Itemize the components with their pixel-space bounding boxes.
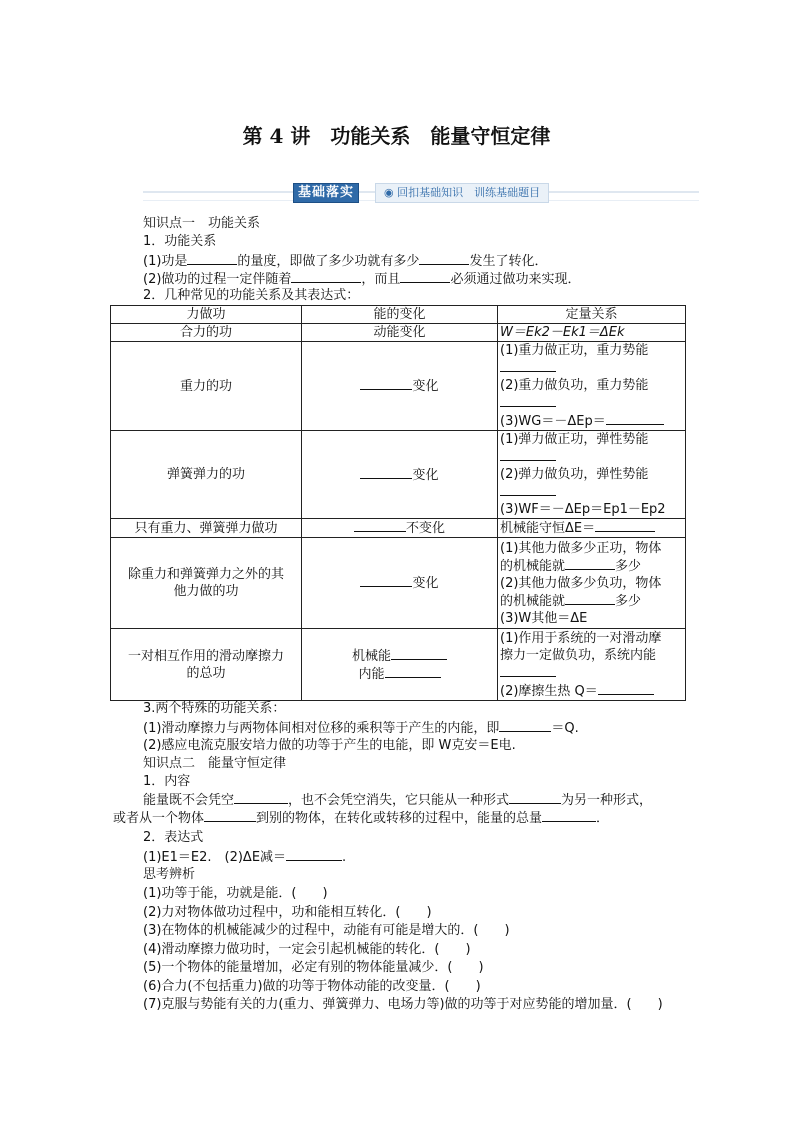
relation-text: (2)摩擦生热 Q＝ bbox=[500, 683, 598, 699]
blank bbox=[204, 809, 256, 822]
think-title: 思考辨析 bbox=[143, 867, 196, 882]
force-line: 的总功 bbox=[186, 665, 226, 681]
k1-l1-c: 发生了转化． bbox=[469, 254, 548, 269]
cell-force: 重力的功 bbox=[111, 342, 302, 431]
energy-suffix: 变化 bbox=[412, 576, 439, 591]
k1-l2-a: (2)做功的过程一定伴随着 bbox=[143, 272, 292, 287]
special-l1-a: (1)滑动摩擦力与两物体间相对位移的乘积等于产生的内能，即 bbox=[143, 721, 500, 736]
blank bbox=[500, 664, 556, 677]
blank bbox=[500, 394, 556, 407]
k1-l1-a: (1)功是 bbox=[143, 254, 188, 269]
think-item: (5)一个物体的能量增加，必定有别的物体能量减少．( ) bbox=[143, 960, 484, 975]
blank bbox=[595, 519, 655, 532]
blank bbox=[360, 377, 412, 390]
k1-l2-c: 必须通过做功来实现． bbox=[450, 272, 581, 287]
k2-l2-b: 到别的物体，在转化或转移的过程中，能量的总量 bbox=[256, 811, 543, 826]
special-title: 3.两个特殊的功能关系： bbox=[143, 701, 286, 716]
k2-expression bbox=[143, 848, 346, 867]
think-item: (4)滑动摩擦力做功时，一定会引起机械能的转化．( ) bbox=[143, 942, 471, 957]
think-item: (2)力对物体做功过程中，功和能相互转化．( ) bbox=[143, 905, 432, 920]
blank bbox=[234, 791, 288, 804]
table-row bbox=[111, 538, 686, 629]
relation-line: (2)其他力做多少负功，物体 bbox=[500, 575, 662, 591]
think-item: (6)合力(不包括重力)做的功等于物体动能的改变量．( ) bbox=[143, 979, 481, 994]
cell-relation bbox=[498, 342, 686, 431]
cell-relation bbox=[498, 629, 686, 701]
relation-line: (3)WF＝－ΔEp＝Ep1－Ep2 bbox=[500, 502, 666, 517]
banner-tag: 基础落实 bbox=[293, 183, 359, 203]
think-item: (1)功等于能，功就是能．( ) bbox=[143, 886, 328, 901]
relation-text: 的机械能就 bbox=[500, 593, 566, 609]
table-row bbox=[111, 342, 686, 431]
header-relation: 定量关系 bbox=[498, 306, 686, 324]
relation-line: (3)W其他＝ΔE bbox=[500, 610, 588, 626]
blank bbox=[606, 412, 664, 425]
relation-line: (2)重力做负功，重力势能 bbox=[500, 378, 649, 393]
cell-relation bbox=[498, 519, 686, 538]
k1-s1-title: 1．功能关系 bbox=[143, 234, 217, 249]
blank bbox=[187, 252, 237, 265]
cell-energy bbox=[302, 519, 498, 538]
table-row bbox=[111, 431, 686, 519]
k2-line1 bbox=[143, 791, 652, 810]
relation-text: (3)WG＝－ΔEp＝ bbox=[500, 414, 606, 429]
relation-line: 擦力一定做负功，系统内能 bbox=[500, 647, 657, 663]
relation-line: (2)弹力做负功，弹性势能 bbox=[500, 467, 649, 482]
relation-line: (1)弹力做正功，弹性势能 bbox=[500, 432, 649, 447]
relation-line bbox=[500, 448, 683, 466]
energy-line bbox=[304, 665, 495, 683]
blank bbox=[598, 682, 654, 695]
cell-relation bbox=[498, 431, 686, 519]
think-item: (7)克服与势能有关的力(重力、弹簧弹力、电场力等)做的功等于对应势能的增加量．( ) bbox=[143, 997, 663, 1012]
k1-s2-title: 2．几种常见的功能关系及其表达式： bbox=[143, 288, 360, 303]
page-title: 第 4 讲 功能关系 能量守恒定律 bbox=[242, 124, 551, 148]
k1-heading: 知识点一 功能关系 bbox=[143, 216, 261, 231]
relation-line: (1)重力做正功，重力势能 bbox=[500, 343, 649, 358]
cell-energy bbox=[302, 538, 498, 629]
k2-expr-b: . bbox=[342, 850, 347, 865]
energy-suffix: 不变化 bbox=[405, 521, 445, 536]
blank bbox=[400, 270, 450, 283]
cell-force: 弹簧弹力的功 bbox=[111, 431, 302, 519]
k2-expr-a: (1)E1＝E2. (2)ΔE减＝ bbox=[143, 850, 287, 865]
blank bbox=[360, 466, 412, 479]
energy-line bbox=[304, 647, 495, 665]
table-row bbox=[111, 324, 686, 342]
blank bbox=[565, 592, 615, 605]
cell-energy: 动能变化 bbox=[302, 324, 498, 342]
cell-relation: W＝Ek2－Ek1＝ΔEk bbox=[498, 324, 686, 342]
blank bbox=[360, 574, 412, 587]
relation-line: (1)作用于系统的一对滑动摩 bbox=[500, 630, 662, 646]
k1-l1-b: 的量度，即做了多少功就有多少 bbox=[237, 254, 420, 269]
relation-line bbox=[500, 359, 683, 377]
relation-line bbox=[500, 682, 683, 700]
blank bbox=[385, 665, 441, 678]
blank bbox=[500, 483, 556, 496]
force-line: 一对相互作用的滑动摩擦力 bbox=[127, 648, 284, 664]
energy-text: 内能 bbox=[358, 666, 385, 682]
cell-relation bbox=[498, 538, 686, 629]
cell-energy bbox=[302, 629, 498, 701]
table-row bbox=[111, 629, 686, 701]
relation-line bbox=[500, 592, 683, 610]
banner-subtitle: ◉ 回扣基础知识 训练基础题目 bbox=[375, 183, 549, 203]
header-energy: 能的变化 bbox=[302, 306, 498, 324]
k2-line2 bbox=[113, 809, 609, 828]
cell-force bbox=[111, 629, 302, 701]
relation-text: 多少 bbox=[615, 593, 642, 609]
k2-s1-title: 1．内容 bbox=[143, 774, 191, 789]
relation-line bbox=[500, 664, 683, 682]
k2-s2-title: 2．表达式 bbox=[143, 830, 204, 845]
table-header-row bbox=[111, 306, 686, 324]
blank bbox=[419, 252, 469, 265]
blank bbox=[500, 359, 556, 372]
relation-line: (1)其他力做多少正功，物体 bbox=[500, 540, 662, 556]
section-banner bbox=[143, 178, 699, 206]
k1-l2-b: ，而且 bbox=[361, 272, 401, 287]
relation-text: 的机械能就 bbox=[500, 558, 566, 574]
blank bbox=[500, 448, 556, 461]
blank bbox=[565, 557, 615, 570]
blank bbox=[286, 848, 342, 861]
k2-l2-a: 或者从一个物体 bbox=[113, 811, 205, 826]
force-line: 他力做的功 bbox=[173, 584, 239, 599]
relation-line bbox=[500, 483, 683, 501]
cell-force: 只有重力、弹簧弹力做功 bbox=[111, 519, 302, 538]
think-item: (3)在物体的机械能减少的过程中，动能有可能是增大的．( ) bbox=[143, 923, 510, 938]
blank bbox=[354, 519, 406, 532]
energy-suffix: 变化 bbox=[412, 379, 439, 394]
relation-text: 机械能守恒ΔE＝ bbox=[500, 521, 596, 536]
k1-line1 bbox=[143, 252, 547, 271]
special-line1 bbox=[143, 719, 579, 738]
blank bbox=[499, 719, 551, 732]
relation-line bbox=[500, 557, 683, 575]
k2-l2-c: ． bbox=[596, 811, 610, 826]
cell-energy bbox=[302, 431, 498, 519]
blank bbox=[391, 647, 447, 660]
relation-line bbox=[500, 394, 683, 412]
force-line: 除重力和弹簧弹力之外的其 bbox=[127, 567, 284, 582]
special-line2: (2)感应电流克服安培力做的功等于产生的电能，即 W克安＝E电. bbox=[143, 738, 516, 753]
special-l1-b: ＝Q. bbox=[551, 721, 579, 736]
relation-line bbox=[500, 412, 683, 430]
blank bbox=[291, 270, 361, 283]
work-energy-table bbox=[110, 305, 686, 701]
energy-suffix: 变化 bbox=[412, 467, 439, 483]
cell-force: 合力的功 bbox=[111, 324, 302, 342]
energy-text: 机械能 bbox=[351, 648, 391, 664]
table-row bbox=[111, 519, 686, 538]
header-force: 力做功 bbox=[111, 306, 302, 324]
cell-force bbox=[111, 538, 302, 629]
k2-heading: 知识点二 能量守恒定律 bbox=[143, 756, 287, 771]
cell-energy bbox=[302, 342, 498, 431]
blank bbox=[542, 809, 596, 822]
relation-text: 多少 bbox=[615, 558, 642, 574]
blank bbox=[509, 791, 561, 804]
k2-l1-b: ，也不会凭空消失，它只能从一种形式 bbox=[288, 793, 510, 808]
k2-l1-a: 能量既不会凭空 bbox=[143, 793, 235, 808]
k2-l1-c: 为另一种形式， bbox=[561, 793, 653, 808]
